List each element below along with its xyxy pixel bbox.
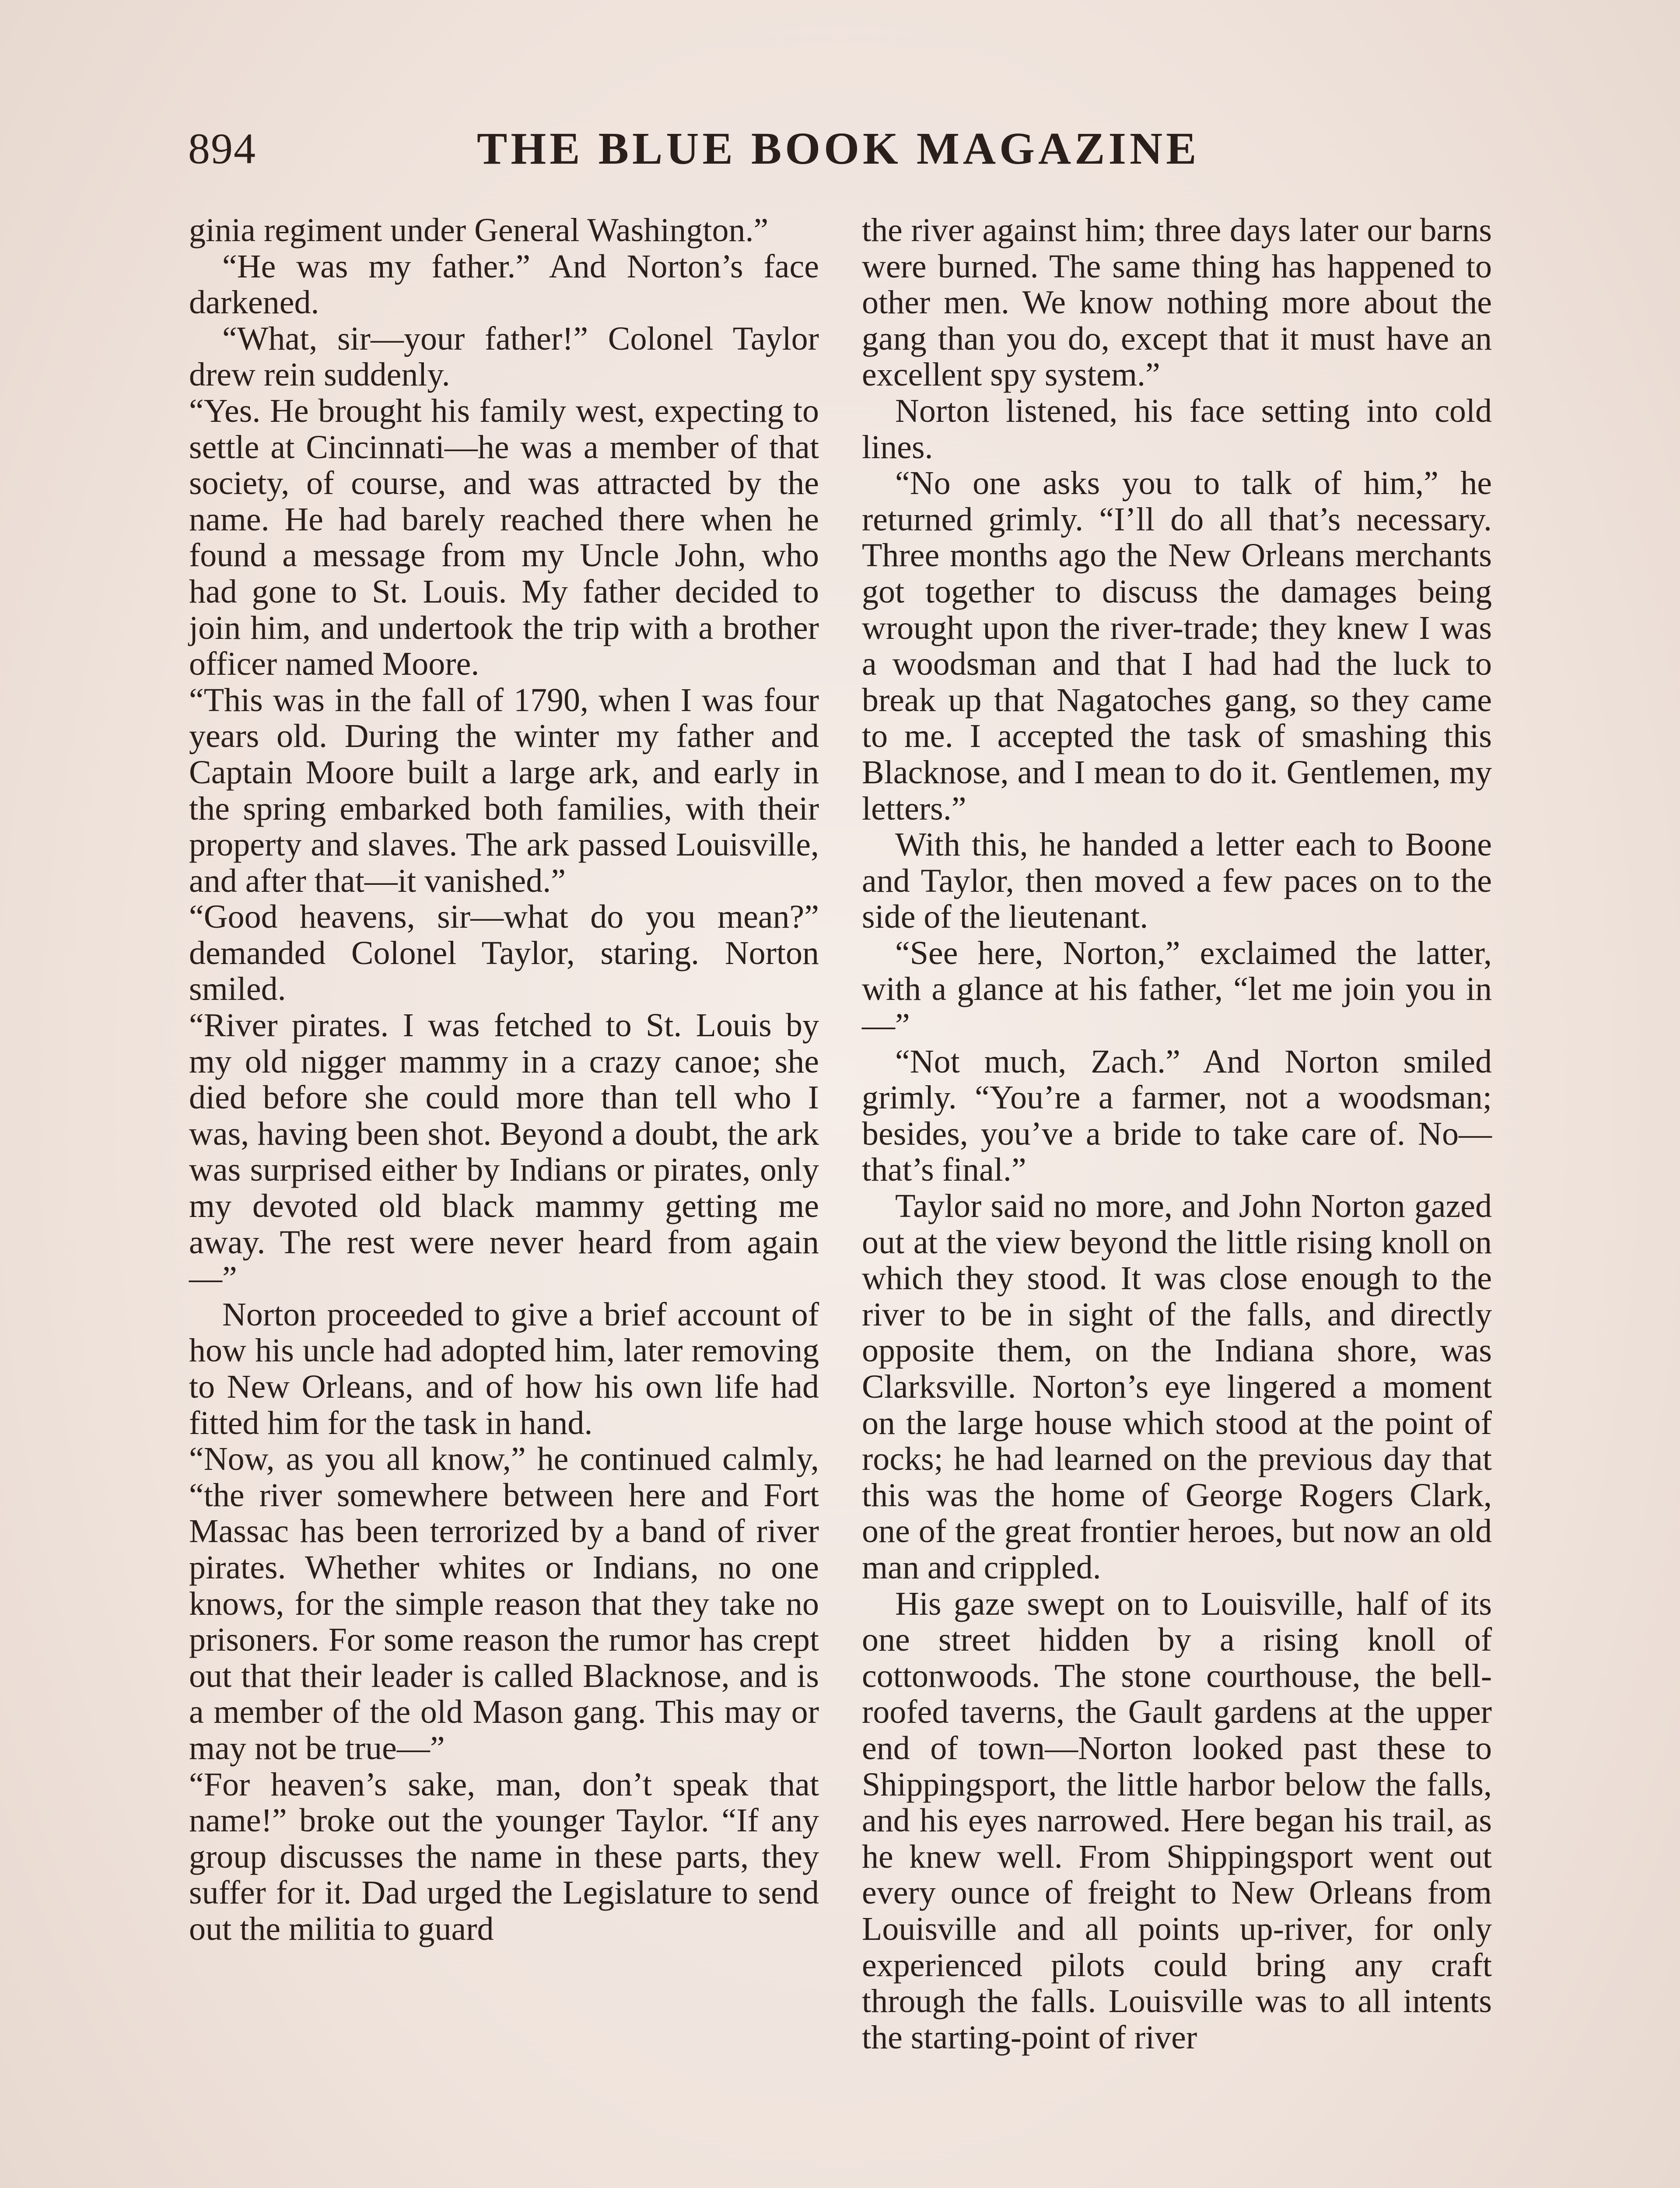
page-number: 894: [188, 124, 256, 173]
magazine-title: THE BLUE BOOK MAGAZINE: [477, 123, 1200, 174]
paragraph: Norton listened, his face setting into cold lines.: [862, 392, 1492, 466]
right-column: [862, 212, 1492, 2055]
paragraph: “See here, Norton,” exclaimed the latter, with a glance at his father, “let me join you in—”: [862, 934, 1492, 1044]
left-column: [189, 212, 819, 1947]
page-header: [188, 118, 1505, 179]
paragraph: “River pirates. I was fetched to St. Louis by my old nigger mammy in a crazy canoe; she died before she could more than tell who I was, having been shot. Beyond a doubt, the ark was surprised either by Indians or pirates, only my devoted old black mammy getting me away. The rest were never heard from again—”: [189, 1007, 819, 1297]
paragraph: Taylor said no more, and John Norton gazed out at the view beyond the little rising knoll on which they stood. It was close enough to the river to be in sight of the falls, and directly opposite them, on the Indiana shore, was Clarksville. Norton’s eye lingered a moment on the large house which stood at the point of rocks; he had learned on the previous day that this was the home of George Rogers Clark, one of the great frontier heroes, but now an old man and crippled.: [862, 1188, 1492, 1586]
paragraph: “He was my father.” And Norton’s face darkened.: [189, 248, 819, 321]
paragraph: “Good heavens, sir—what do you mean?” demanded Colonel Taylor, staring. Norton smiled.: [189, 898, 819, 1008]
paragraph: “What, sir—your father!” Colonel Taylor drew rein suddenly.: [189, 320, 819, 393]
paragraph: “No one asks you to talk of him,” he returned grimly. “I’ll do all that’s necessary. Three months ago the New Orleans merchants got together to discuss the damages being wrought upon the river-trade; they knew I was a woodsman and that I had had the luck to break up that Nagatoches gang, so they came to me. I accepted the task of smashing this Blacknose, and I mean to do it. Gentlemen, my letters.”: [862, 465, 1492, 827]
paragraph: “Yes. He brought his family west, expecting to settle at Cincinnati—he was a member of that society, of course, and was attracted by the name. He had barely reached there when he found a message from my Uncle John, who had gone to St. Louis. My father decided to join him, and undertook the trip with a brother officer named Moore.: [189, 392, 819, 683]
paragraph: His gaze swept on to Louisville, half of its one street hidden by a rising knoll of cottonwoods. The stone courthouse, the bell-roofed taverns, the Gault gardens at the upper end of town—Norton looked past these to Shippingsport, the little harbor below the falls, and his eyes narrowed. Here began his trail, as he knew well. From Shippingsport went out every ounce of freight to New Orleans from Louisville and all points up-river, for only experienced pilots could bring any craft through the falls. Louisville was to all intents the starting-point of river: [862, 1585, 1492, 2056]
paragraph: “For heaven’s sake, man, don’t speak that name!” broke out the younger Taylor. “If any group discusses the name in these parts, they suffer for it. Dad urged the Legislature to send out the militia to guard: [189, 1766, 819, 1947]
paragraph: “Now, as you all know,” he continued calmly, “the river somewhere between here and Fort Massac has been terrorized by a band of river pirates. Whether whites or Indians, no one knows, for the simple reason that they take no prisoners. For some reason the rumor has crept out that their leader is called Blacknose, and is a member of the old Mason gang. This may or may not be true—”: [189, 1441, 819, 1767]
paragraph: “This was in the fall of 1790, when I was four years old. During the winter my father and Captain Moore built a large ark, and early in the spring embarked both families, with their property and slaves. The ark passed Louisville, and after that—it vanished.”: [189, 681, 819, 899]
paragraph: With this, he handed a letter each to Boone and Taylor, then moved a few paces on to the side of the lieutenant.: [862, 826, 1492, 936]
paragraph: the river against him; three days later our barns were burned. The same thing has happened to other men. We know nothing more about the gang than you do, except that it must have an excellent spy system.”: [862, 212, 1492, 393]
paragraph: “Not much, Zach.” And Norton smiled grimly. “You’re a farmer, not a woodsman; besides, you’ve a bride to take care of. No—that’s final.”: [862, 1043, 1492, 1189]
paragraph: Norton proceeded to give a brief account of how his uncle had adopted him, later removing to New Orleans, and of how his own life had fitted him for the task in hand.: [189, 1296, 819, 1441]
paragraph: ginia regiment under General Washington.”: [189, 212, 769, 249]
